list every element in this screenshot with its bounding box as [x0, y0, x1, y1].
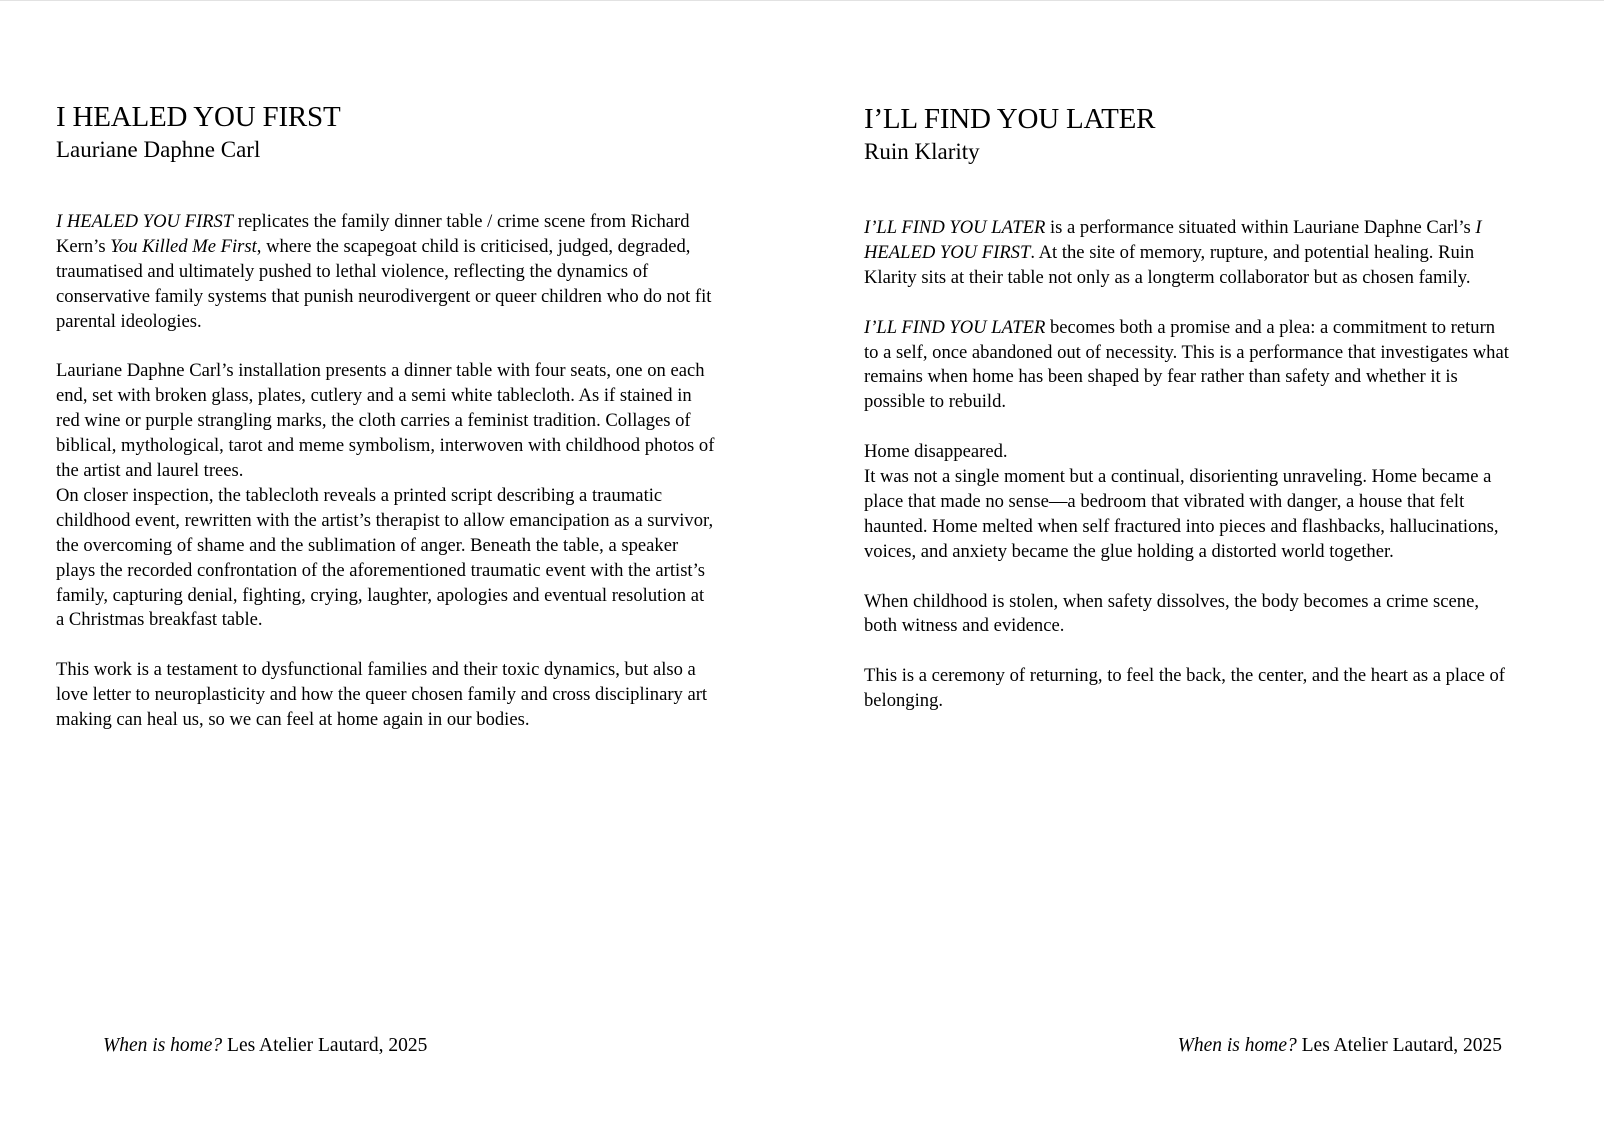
page-footer: When is home? Les Atelier Lautard, 2025 — [103, 1035, 428, 1056]
paragraph: It was not a single moment but a continual, disorienting unraveling. Home became a place that made no sense—a bedroom that vibrated with danger, a house that felt haunted. Home melted when self fractured into pieces and flashbacks, hallucinations, voices, and anxiety became the glue holding a distorted world together. — [864, 466, 1499, 562]
paragraph: I HEALED YOU FIRST replicates the family dinner table / crime scene from Richard Kern’s You Killed Me First, where the scapegoat child is criticised, judged, degraded, traumatised and ultimately pushed to lethal violence, reflecting the dynamics of conservative family systems that punish neurodivergent or queer children who do not fit parental ideologies. — [56, 211, 712, 332]
paragraph: Home disappeared. — [864, 441, 1008, 463]
right-page — [802, 0, 1604, 1137]
work-title-italic: I’LL FIND YOU LATER — [864, 217, 1046, 238]
author-name: Ruin Klarity — [864, 139, 980, 164]
body-text — [864, 216, 1512, 714]
paragraph: I’LL FIND YOU LATER is a performance situated within Lauriane Daphne Carl’s I HEALED YOU FIRST. At the site of memory, rupture, and potential healing. Ruin Klarity sits at their table not only as a longterm collaborator but as chosen family. — [864, 217, 1482, 288]
paragraph: Lauriane Daphne Carl’s installation presents a dinner table with four seats, one on each end, set with broken glass, plates, cutlery and a semi white tablecloth. As if stained in red wine or purple strangling marks, the cloth carries a feminist tradition. Collages of biblical, mythological, tarot and meme symbolism, interwoven with childhood photos of the artist and laurel trees. — [56, 360, 715, 482]
body-text — [56, 210, 716, 733]
film-title-italic: You Killed Me First — [110, 235, 257, 257]
work-title-italic: I’LL FIND YOU LATER — [864, 316, 1046, 338]
author-name: Lauriane Daphne Carl — [56, 137, 261, 162]
paragraph: When childhood is stolen, when safety dissolves, the body becomes a crime scene, both witness and evidence. — [864, 590, 1479, 637]
paragraph: I’LL FIND YOU LATER becomes both a promise and a plea: a commitment to return to a self, once abandoned out of necessity. This is a performance that investigates what remains when home has been shaped by fear rather than safety and whether it is possible to rebuild. — [864, 316, 1509, 413]
paragraph: This is a ceremony of returning, to feel the back, the center, and the heart as a place of belonging. — [864, 665, 1505, 712]
paragraph: On closer inspection, the tablecloth reveals a printed script describing a traumatic childhood event, rewritten with the artist’s therapist to allow emancipation as a survivor, the overcoming of shame and the sublimation of anger. Beneath the table, a speaker plays the recorded confrontation of the aforementioned traumatic event with the artist’s family, capturing denial, fighting, crying, laughter, apologies and eventual resolution at a Christmas breakfast table. — [56, 484, 714, 631]
paragraph: This work is a testament to dysfunctional families and their toxic dynamics, but also a love letter to neuroplasticity and how the queer chosen family and cross disciplinary art making can heal us, so we can feel at home again in our bodies. — [56, 659, 708, 731]
page-title: I’LL FIND YOU LATER — [864, 103, 1156, 135]
work-title-italic: I HEALED YOU FIRST — [56, 211, 234, 232]
work-title-italic: I HEALED YOU FIRST — [864, 217, 1482, 263]
page-title: I HEALED YOU FIRST — [56, 101, 341, 133]
page-footer: When is home? Les Atelier Lautard, 2025 — [1177, 1035, 1502, 1056]
